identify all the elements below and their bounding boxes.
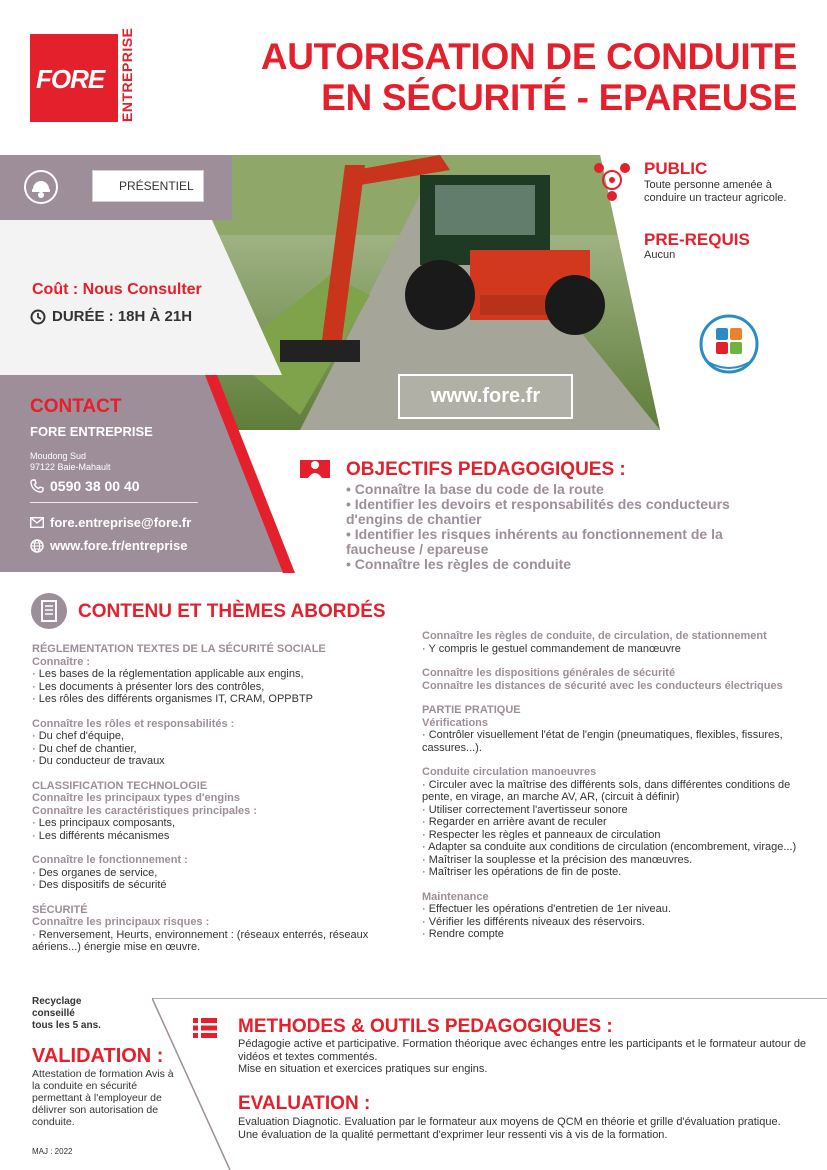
website-link[interactable]: www.fore.fr	[398, 374, 573, 419]
objectif-item: • Identifier les risques inhérents au fonctionnement de la faucheuse / epareuse	[346, 526, 723, 557]
web-address: www.fore.fr/entreprise	[50, 538, 188, 553]
objectif-item: • Connaître la base du code de la route	[346, 481, 604, 497]
recyclage-note	[32, 996, 132, 1032]
list-item: · Des dispositifs de sécurité	[32, 879, 167, 891]
contact-divider	[30, 502, 198, 503]
logo-text: FORE	[36, 64, 105, 94]
list-item: · Du chef de chantier,	[32, 742, 137, 755]
clock-icon	[30, 309, 46, 325]
list-item: · Contrôler visuellement l'état de l'engin (pneumatiques, flexibles, fissures, cassures...).	[422, 729, 783, 754]
list-item: · Rendre compte	[422, 928, 504, 940]
list-item: · Du chef d'équipe,	[32, 730, 124, 742]
methodes-text	[238, 1038, 808, 1076]
prerequis-text: Aucun	[644, 249, 676, 261]
list-item: · Utiliser correctement l'avertisseur sonore	[422, 803, 628, 816]
list-icon	[193, 1018, 217, 1038]
phone-number: 0590 38 00 40	[50, 478, 140, 494]
section-heading: Connaître les caractéristiques principales :	[32, 804, 257, 817]
mail-icon	[30, 517, 44, 528]
recyclage-line: tous les 5 ans.	[32, 1020, 101, 1031]
team-icon	[590, 158, 634, 202]
methodes-line: Pédagogie active et participative. Formation théorique avec échanges entre les participants et le formateur autour de vidéos et textes commentés.	[238, 1038, 807, 1063]
list-item: · Regarder en arrière avant de reculer	[422, 816, 607, 828]
email-address: fore.entreprise@fore.fr	[50, 515, 192, 530]
prerequis-title: PRE-REQUIS	[644, 230, 750, 249]
objectif-item: • Identifier les devoirs et responsabilités des conducteurs d'engins de chantier	[346, 496, 730, 527]
list-item: · Respecter les règles et panneaux de circulation	[422, 828, 661, 841]
list-item: · Les différents mécanismes	[32, 829, 170, 842]
contenu-left-column	[32, 643, 377, 954]
list-item: · Les rôles des différents organismes IT, CRAM, OPPBTP	[32, 693, 314, 705]
mode-label: PRÉSENTIEL	[92, 170, 204, 202]
page-title	[157, 36, 797, 118]
methodes-line: Mise en situation et exercices pratiques sur engins.	[238, 1063, 488, 1075]
list-item: · Des organes de service,	[32, 866, 158, 879]
email-row[interactable]	[30, 515, 191, 530]
globe-icon	[30, 539, 44, 553]
contact-address-line-2: 97122 Baie-Mahault	[30, 462, 111, 472]
duration-row	[30, 308, 192, 325]
public-title: PUBLIC	[644, 159, 708, 178]
phone-row[interactable]	[30, 478, 140, 494]
duration-text: DURÉE : 18H À 21H	[52, 308, 193, 325]
contact-address-line-1: Moudong Sud	[30, 451, 87, 461]
section-heading: SÉCURITÉ	[32, 903, 88, 916]
document-icon	[30, 592, 68, 630]
logo-subtitle: ENTREPRISE	[119, 27, 135, 122]
section-heading: Connaître le fonctionnement :	[32, 854, 188, 866]
phone-icon	[30, 479, 44, 493]
handicap-badge-icon	[694, 314, 764, 378]
list-item: · Du conducteur de travaux	[32, 755, 165, 767]
recyclage-line: conseillé	[32, 1008, 75, 1019]
title-line-2: EN SÉCURITÉ - EPAREUSE	[321, 77, 797, 118]
contenu-right-column	[422, 630, 822, 941]
section-heading: Maintenance	[422, 890, 489, 903]
helmet-icon	[24, 170, 58, 204]
validation-text: Attestation de formation Avis à la conduite en sécurité permettant à l'employeur de délivrer son autorisation de conduite.	[32, 1068, 174, 1128]
section-heading: Connaître les règles de conduite, de circulation, de stationnement	[422, 630, 767, 642]
objectif-item: • Connaître les règles de conduite	[346, 556, 572, 572]
validation-title: VALIDATION :	[32, 1045, 164, 1067]
contact-company: FORE ENTREPRISE	[30, 424, 153, 439]
recyclage-line: Recyclage	[32, 996, 82, 1007]
methodes-title: METHODES & OUTILS PEDAGOGIQUES :	[238, 1016, 613, 1037]
section-heading: PARTIE PRATIQUE	[422, 704, 521, 716]
section-heading: RÉGLEMENTATION TEXTES DE LA SÉCURITÉ SOCIALE	[32, 643, 326, 655]
section-heading: CLASSIFICATION TECHNOLOGIE	[32, 779, 208, 792]
list-item: · Les documents à présenter lors des contrôles,	[32, 680, 265, 693]
update-date: MAJ : 2022	[32, 1147, 73, 1156]
contenu-title: CONTENU ET THÈMES ABORDÉS	[78, 601, 386, 622]
section-heading: Conduite circulation manoeuvres	[422, 766, 597, 778]
list-item: · Maîtriser les opérations de fin de poste.	[422, 866, 622, 878]
section-heading: Connaître :	[32, 655, 91, 668]
list-item: · Les bases de la réglementation applicable aux engins,	[32, 668, 304, 680]
list-item: · Circuler avec la maîtrise des différents sols, dans différentes conditions de pente, en virage, an marche AV, AR, (circuit à définir)	[422, 778, 791, 803]
section-heading: Connaître les rôles et responsabilités :	[32, 717, 235, 730]
section-heading: Connaître les principaux types d'engins	[32, 792, 240, 804]
teacher-icon	[300, 456, 330, 482]
list-item: · Vérifier les différents niveaux des réservoirs.	[422, 915, 645, 928]
section-heading: Connaître les distances de sécurité avec les conducteurs électriques	[422, 679, 783, 692]
public-text: Toute personne amenée à conduire un tracteur agricole.	[644, 179, 787, 204]
title-line-1: AUTORISATION DE CONDUITE	[260, 36, 797, 77]
section-heading: Connaître les principaux risques :	[32, 916, 210, 928]
list-item: · Adapter sa conduite aux conditions de circulation (encombrement, virage...)	[422, 841, 797, 853]
cost-text: Coût : Nous Consulter	[32, 281, 202, 298]
section-heading: Vérifications	[422, 716, 489, 729]
evaluation-text: Evaluation Diagnotic. Evaluation par le formateur aux moyens de QCM en théorie et grille d'évaluation pratique. Une évaluation de la qualité permettant d'exprimer leur ressenti vis à vis de la formation.	[238, 1116, 781, 1141]
list-item: · Effectuer les opérations d'entretien de 1er niveau.	[422, 903, 671, 915]
fore-logo	[30, 34, 118, 122]
list-item: · Maîtriser la souplesse et la précision des manœuvres.	[422, 853, 693, 866]
web-row[interactable]	[30, 538, 188, 553]
list-item: · Y compris le gestuel commandement de manœuvre	[422, 642, 681, 655]
section-heading: Connaître les dispositions générales de sécurité	[422, 667, 676, 679]
evaluation-title: EVALUATION :	[238, 1093, 371, 1114]
contact-title: CONTACT	[30, 396, 122, 417]
list-item: · Renversement, Heurts, environnement : (réseaux enterrés, réseaux aériens...) énergie mise en œuvre.	[32, 928, 369, 953]
list-item: · Les principaux composants,	[32, 817, 176, 829]
objectifs-title: OBJECTIFS PEDAGOGIQUES :	[346, 459, 626, 480]
objectifs-list	[346, 482, 766, 572]
